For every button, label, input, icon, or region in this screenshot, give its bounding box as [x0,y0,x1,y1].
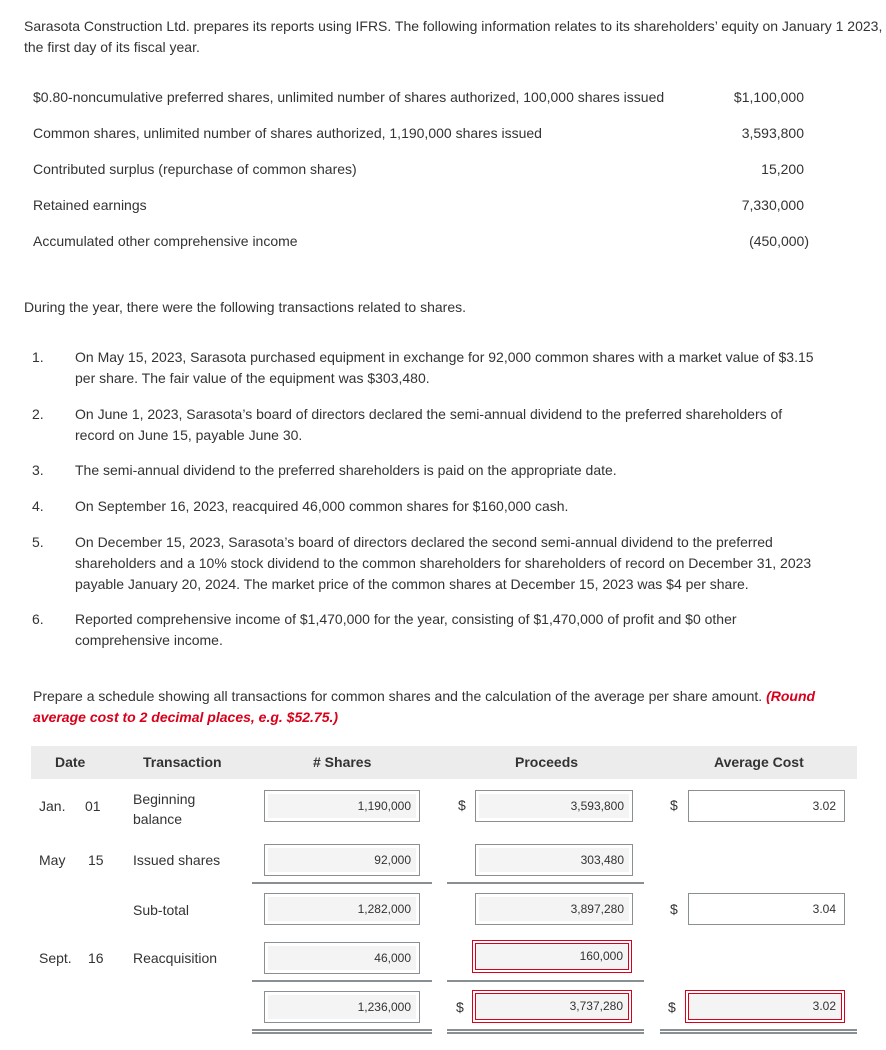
total-double-rule [252,1029,432,1034]
equity-label: Accumulated other comprehensive income [33,233,298,249]
date-month: Jan. [39,798,66,814]
header-average-cost: Average Cost [714,754,804,770]
equity-label: Contributed surplus (repurchase of common shares) [33,161,357,177]
proceeds-input[interactable]: 3,737,280 [472,990,632,1023]
shares-input[interactable]: 1,236,000 [264,991,420,1023]
subtotal-rule [252,980,432,982]
transaction-number: 5. [32,534,44,550]
equity-label: Retained earnings [33,197,147,213]
transactions-intro: During the year, there were the following transactions related to shares. [24,299,467,315]
transaction-text: On September 16, 2023, reacquired 46,000 common shares for $160,000 cash. [75,498,569,514]
shares-input[interactable]: 92,000 [264,844,420,876]
proceeds-input[interactable]: 160,000 [472,940,632,973]
equity-amount: (450,000) [749,233,809,249]
average-cost-input[interactable]: 3.04 [688,893,845,925]
transaction-text: Reported comprehensive income of $1,470,000 for the year, consisting of $1,470,000 of profit and $0 other comprehensive income. [75,611,737,648]
equity-row [33,87,809,107]
equity-amount: $1,100,000 [733,89,804,105]
transaction-text: On May 15, 2023, Sarasota purchased equipment in exchange for 92,000 common shares with a market value of $3.15 per share. The fair value of the equipment was $303,480. [75,349,814,386]
equity-label: Common shares, unlimited number of shares authorized, 1,190,000 shares issued [33,125,542,141]
proceeds-input[interactable]: 3,593,800 [475,790,633,822]
transaction-number: 4. [32,498,44,514]
currency-sign: $ [458,797,466,813]
header-transaction: Transaction [143,754,222,770]
header-shares: # Shares [313,754,372,770]
rounding-instruction: (Round average cost to 2 decimal places, e.g. $52.75.) [33,688,816,725]
average-cost-input[interactable]: 3.02 [688,790,845,822]
date-month: Sept. [39,950,72,966]
currency-sign: $ [670,797,678,813]
date-day: 01 [85,798,101,814]
total-double-rule [660,1029,857,1034]
proceeds-input[interactable]: 3,897,280 [475,893,633,925]
header-date: Date [55,754,86,770]
equity-row [33,231,809,251]
instructions-text: Prepare a schedule showing all transactions for common shares and the calculation of the average per share amount. [33,688,767,704]
equity-row [33,195,809,215]
total-double-rule [447,1029,644,1034]
equity-row [33,159,809,179]
subtotal-rule [447,980,644,982]
equity-row [33,123,809,143]
proceeds-input[interactable]: 303,480 [475,844,633,876]
date-month: May [39,852,66,868]
subtotal-rule [447,882,644,884]
transaction-text: On December 15, 2023, Sarasota’s board of directors declared the second semi-annual dividend to the preferred shareholders and a 10% stock dividend to the common shareholders for shareholders of record on December 31, 2023 payable January 20, 2024. The market price of the common shares at December 15, 2023 was $4 per share. [75,534,812,592]
subtotal-rule [252,882,432,884]
table-header [31,746,857,779]
transaction-label: Beginning balance [133,791,196,827]
shares-input[interactable]: 46,000 [264,942,420,974]
currency-sign: $ [456,999,464,1015]
currency-sign: $ [668,999,676,1015]
instructions [33,686,833,728]
average-cost-input[interactable]: 3.02 [685,990,845,1023]
shares-input[interactable]: 1,190,000 [264,790,420,822]
equity-amount: 3,593,800 [741,125,804,141]
transaction-text: The semi-annual dividend to the preferred shareholders is paid on the appropriate date. [75,462,617,478]
transaction-text: On June 1, 2023, Sarasota’s board of directors declared the semi-annual dividend to the preferred shareholders of record on June 15, payable June 30. [75,406,783,443]
transaction-number: 3. [32,462,44,478]
transaction-label: Sub-total [133,902,190,918]
transaction-number: 6. [32,611,44,627]
equity-label: $0.80-noncumulative preferred shares, unlimited number of shares authorized, 100,000 shares issued [33,89,665,105]
equity-amount: 15,200 [761,161,804,177]
transaction-number: 2. [32,406,44,422]
equity-amount: 7,330,000 [741,197,804,213]
transaction-number: 1. [32,349,44,365]
transaction-label: Reacquisition [133,950,218,966]
intro-paragraph: Sarasota Construction Ltd. prepares its reports using IFRS. The following information relates to its shareholders’ equity on January 1 2023, the first day of its fiscal year. [24,18,883,55]
date-day: 16 [88,950,104,966]
transaction-label: Issued shares [133,852,221,868]
date-day: 15 [88,852,104,868]
shares-input[interactable]: 1,282,000 [264,893,420,925]
currency-sign: $ [670,901,678,917]
header-proceeds: Proceeds [515,754,579,770]
